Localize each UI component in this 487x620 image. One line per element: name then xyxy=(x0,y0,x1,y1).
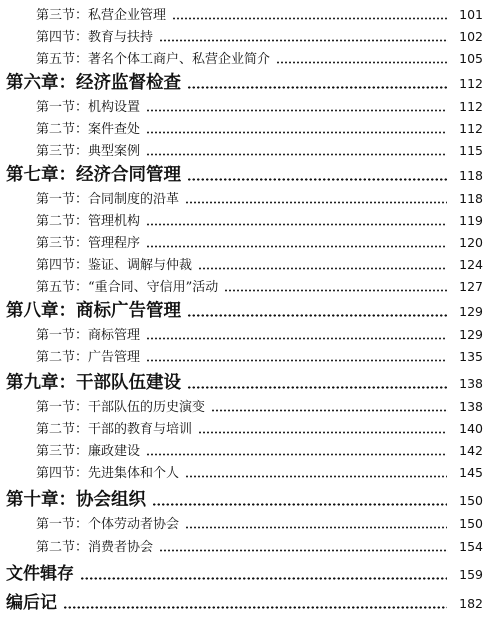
toc-chapter-entry xyxy=(6,298,483,324)
entry-title: 第二节：干部的教育与培训 xyxy=(36,422,193,437)
dot-leader xyxy=(146,245,447,248)
toc-section-entry xyxy=(36,118,483,140)
entry-title: 第二节：消费者协会 xyxy=(36,540,154,555)
toc-section-entry xyxy=(36,276,483,298)
page-number: 119 xyxy=(459,213,483,228)
dot-leader xyxy=(172,17,447,20)
entry-title: 第五节：著名个体工商户、私营企业简介 xyxy=(36,52,271,67)
toc-section-entry xyxy=(36,210,483,232)
dot-leader xyxy=(146,223,447,226)
page-number: 112 xyxy=(459,76,483,91)
dot-leader xyxy=(185,526,447,529)
toc-section-entry xyxy=(36,513,483,535)
page-number: 127 xyxy=(459,279,483,294)
entry-title: 第二节：管理机构 xyxy=(36,214,141,229)
toc-section-entry xyxy=(36,96,483,118)
dot-leader xyxy=(146,131,447,134)
toc-section-entry xyxy=(36,396,483,418)
dot-leader xyxy=(211,409,447,412)
page-number: 115 xyxy=(459,143,483,158)
page-number: 112 xyxy=(459,99,483,114)
entry-title: 第二节：案件查处 xyxy=(36,122,141,137)
page-number: 101 xyxy=(459,7,483,22)
dot-leader xyxy=(152,503,447,506)
dot-leader xyxy=(276,61,447,64)
dot-leader xyxy=(146,359,447,362)
page-number: 140 xyxy=(459,421,483,436)
page-number: 150 xyxy=(459,493,483,508)
page-number: 145 xyxy=(459,465,483,480)
entry-title: 第四节：鉴证、调解与仲裁 xyxy=(36,258,193,273)
entry-title: 第一节：合同制度的沿革 xyxy=(36,192,180,207)
toc-section-entry xyxy=(36,254,483,276)
dot-leader xyxy=(159,549,447,552)
toc-section-entry xyxy=(36,48,483,70)
dot-leader xyxy=(146,109,447,112)
entry-title: 第二节：广告管理 xyxy=(36,350,141,365)
entry-title: 第三节：典型案例 xyxy=(36,144,141,159)
entry-title: 第七章：经济合同管理 xyxy=(6,165,181,185)
entry-title: 文件辑存 xyxy=(6,564,74,584)
dot-leader xyxy=(146,453,447,456)
toc-section-entry xyxy=(36,26,483,48)
entry-title: 第一节：个体劳动者协会 xyxy=(36,517,180,532)
page-number: 159 xyxy=(459,567,483,582)
dot-leader xyxy=(187,178,447,181)
toc-chapter-entry xyxy=(6,487,483,513)
page-number: 112 xyxy=(459,121,483,136)
entry-title: 第一节：商标管理 xyxy=(36,328,141,343)
page-number: 182 xyxy=(459,596,483,611)
toc-section-entry xyxy=(36,324,483,346)
entry-title: 第四节：先进集体和个人 xyxy=(36,466,180,481)
page-number: 135 xyxy=(459,349,483,364)
toc-section-entry xyxy=(36,232,483,254)
toc-top-entry xyxy=(6,562,483,586)
page-number: 129 xyxy=(459,327,483,342)
dot-leader xyxy=(159,39,447,42)
entry-title: 第三节：管理程序 xyxy=(36,236,141,251)
entry-title: 第九章：干部队伍建设 xyxy=(6,373,181,393)
toc-section-entry xyxy=(36,4,483,26)
dot-leader xyxy=(187,314,447,317)
dot-leader xyxy=(187,386,447,389)
entry-title: 第一节：干部队伍的历史演变 xyxy=(36,400,206,415)
dot-leader xyxy=(198,431,447,434)
entry-title: 第三节：廉政建设 xyxy=(36,444,141,459)
dot-leader xyxy=(198,267,447,270)
toc-section-entry xyxy=(36,188,483,210)
page-number: 142 xyxy=(459,443,483,458)
page-number: 118 xyxy=(459,191,483,206)
dot-leader xyxy=(146,337,447,340)
entry-title: 第一节：机构设置 xyxy=(36,100,141,115)
page-number: 105 xyxy=(459,51,483,66)
page-number: 129 xyxy=(459,304,483,319)
toc-chapter-entry xyxy=(6,162,483,188)
dot-leader xyxy=(63,606,447,609)
entry-title: 编后记 xyxy=(6,593,57,613)
toc-section-entry xyxy=(36,462,483,484)
toc-top-entry xyxy=(6,591,483,615)
entry-title: 第十章：协会组织 xyxy=(6,490,146,510)
dot-leader xyxy=(224,289,447,292)
dot-leader xyxy=(146,153,447,156)
page-number: 154 xyxy=(459,539,483,554)
page-number: 138 xyxy=(459,399,483,414)
entry-title: 第六章：经济监督检查 xyxy=(6,73,181,93)
page-number: 138 xyxy=(459,376,483,391)
page-number: 150 xyxy=(459,516,483,531)
toc-chapter-entry xyxy=(6,70,483,96)
dot-leader xyxy=(185,475,447,478)
toc-section-entry xyxy=(36,418,483,440)
dot-leader xyxy=(80,577,447,580)
toc-chapter-entry xyxy=(6,370,483,396)
toc-section-entry xyxy=(36,346,483,368)
page-number: 124 xyxy=(459,257,483,272)
entry-title: 第四节：教育与扶持 xyxy=(36,30,154,45)
page-number: 118 xyxy=(459,168,483,183)
entry-title: 第八章：商标广告管理 xyxy=(6,301,181,321)
toc-section-entry xyxy=(36,440,483,462)
page-number: 120 xyxy=(459,235,483,250)
entry-title: 第五节：“重合同、守信用”活动 xyxy=(36,280,219,295)
page-number: 102 xyxy=(459,29,483,44)
entry-title: 第三节：私营企业管理 xyxy=(36,8,167,23)
dot-leader xyxy=(185,201,447,204)
toc-section-entry xyxy=(36,536,483,558)
toc-section-entry xyxy=(36,140,483,162)
dot-leader xyxy=(187,86,447,89)
